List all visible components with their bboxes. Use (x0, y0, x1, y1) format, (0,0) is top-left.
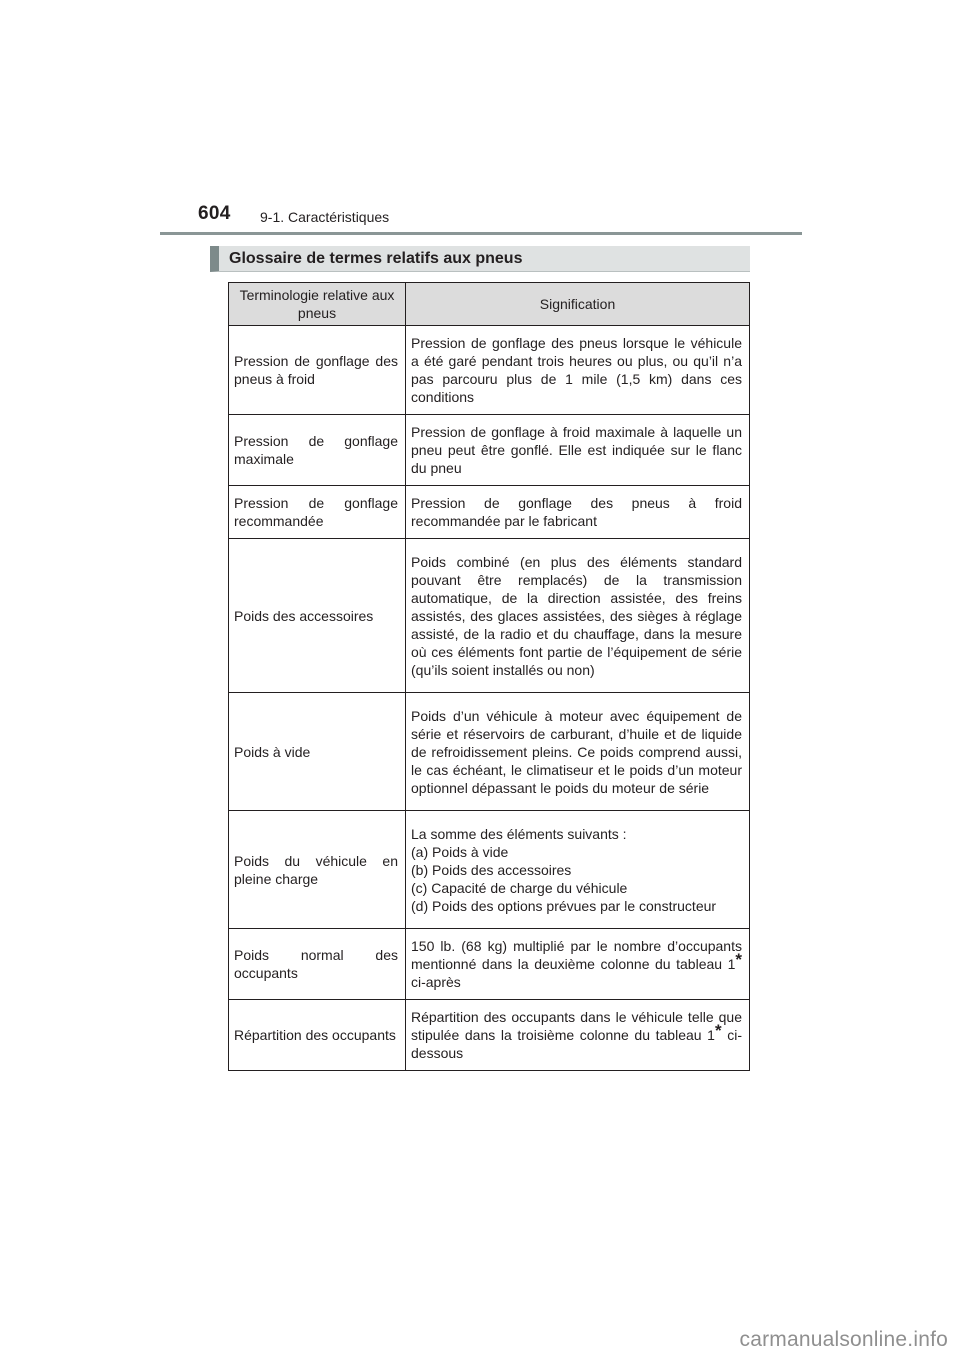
table-row (229, 693, 750, 811)
meaning-cell: Pression de gonflage à froid maximale à laquelle un pneu peut être gonflé. Elle est indiquée sur le flanc du pneu (406, 415, 750, 486)
meaning-text: 150 lb. (68 kg) multiplié par le nombre d’occupants mentionné dans la deuxième colonne du tableau 1 (411, 938, 742, 972)
term-cell: Pression de gonflage des pneus à froid (229, 326, 406, 415)
watermark: carmanualsonline.info (739, 1328, 948, 1351)
term-cell: Répartition des occupants (229, 1000, 406, 1071)
list-item: (c) Capacité de charge du véhicule (411, 879, 628, 896)
meaning-cell: Poids combiné (en plus des éléments standard pouvant être remplacés) de la transmission automatique, de la direction assistée, des freins assistés, des glaces assistées, des sièges à réglage assisté, de la radio et du chauffage, dans la mesure où ces éléments font partie de l’équipement de série (qu’ils soient installés ou non) (406, 539, 750, 693)
table-header-row (229, 283, 750, 326)
term-cell: Poids à vide (229, 693, 406, 811)
meaning-suffix: ci-après (411, 974, 461, 990)
meaning-cell (406, 811, 750, 929)
meaning-cell (406, 929, 750, 1000)
table-row (229, 929, 750, 1000)
term-cell: Pression de gonflage recommandée (229, 486, 406, 539)
table-row (229, 811, 750, 929)
list-item: (d) Poids des options prévues par le constructeur (411, 897, 717, 914)
column-header-meaning: Signification (406, 283, 750, 326)
table-row (229, 415, 750, 486)
table-row (229, 486, 750, 539)
column-header-term: Terminologie relative aux pneus (229, 283, 406, 326)
term-cell: Pression de gonflage maximale (229, 415, 406, 486)
list-item: (b) Poids des accessoires (411, 861, 572, 878)
glossary-title: Glossaire de termes relatifs aux pneus (229, 250, 523, 267)
glossary-title-bar (210, 246, 750, 272)
list-item: (a) Poids à vide (411, 843, 509, 860)
glossary-table (228, 282, 750, 1071)
section-label: 9-1. Caractéristiques (260, 209, 390, 225)
meaning-text: Répartition des occupants dans le véhicule telle que stipulée dans la troisième colonne du tableau 1 (411, 1009, 742, 1043)
table-row (229, 539, 750, 693)
meaning-cell (406, 1000, 750, 1071)
table-row (229, 326, 750, 415)
meaning-cell: Poids d’un véhicule à moteur avec équipement de série et réservoirs de carburant, d’huile et de liquide de refroidissement pleins. Ce poids comprend aussi, le cas échéant, le climatiseur et le poids d’un moteur optionnel dépassant le poids du moteur de série (406, 693, 750, 811)
asterisk-mark: * (735, 950, 742, 969)
asterisk-mark: * (714, 1021, 722, 1040)
term-cell: Poids du véhicule en pleine charge (229, 811, 406, 929)
table-row (229, 1000, 750, 1071)
header-rule (160, 232, 802, 235)
list-intro: La somme des éléments suivants : (411, 825, 627, 842)
term-cell: Poids des accessoires (229, 539, 406, 693)
meaning-cell: Pression de gonflage des pneus lorsque le véhicule a été garé pendant trois heures ou plus, ou qu’il n’a pas parcouru plus de 1 mile (1,5 km) dans ces conditions (406, 326, 750, 415)
term-cell: Poids normal des occupants (229, 929, 406, 1000)
page-number: 604 (198, 203, 231, 224)
meaning-cell: Pression de gonflage des pneus à froid recommandée par le fabricant (406, 486, 750, 539)
meaning-suffix: ci-dessous (411, 1027, 742, 1061)
